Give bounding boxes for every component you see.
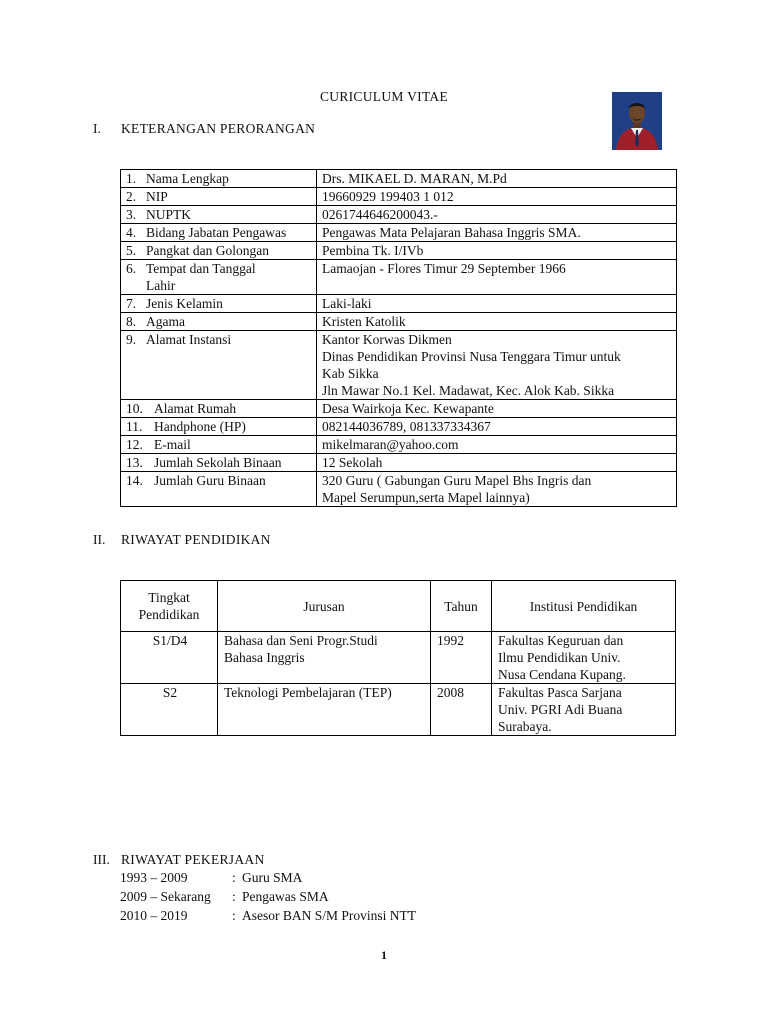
- row-label: [126, 454, 312, 471]
- row-value: Kantor Korwas Dikmen: [322, 332, 452, 347]
- cell-tingkat: S1/D4: [121, 632, 218, 684]
- row-value: 12 Sekolah: [322, 455, 383, 470]
- table-row: [121, 400, 677, 418]
- table-row: [121, 188, 677, 206]
- row-value: Mapel Serumpun,serta Mapel lainnya): [322, 490, 530, 505]
- cell-institusi: Fakultas Keguruan dan Ilmu Pendidikan Univ. Nusa Cendana Kupang.: [492, 632, 676, 684]
- row-value: mikelmaran@yahoo.com: [322, 437, 459, 452]
- row-value: Kristen Katolik: [322, 314, 406, 329]
- row-label-continuation-text: Lahir: [146, 278, 176, 293]
- row-label: [126, 206, 312, 223]
- row-label-cell: [121, 188, 317, 206]
- table-row: [121, 224, 677, 242]
- header-tahun: Tahun: [431, 581, 492, 632]
- row-value: Lamaojan - Flores Timur 29 September 1966: [322, 261, 566, 276]
- table-row: [121, 454, 677, 472]
- row-value-cell: [317, 418, 677, 436]
- row-value: Laki-laki: [322, 296, 372, 311]
- row-value: Kab Sikka: [322, 366, 379, 381]
- row-number: 2.: [126, 189, 137, 204]
- row-value: 082144036789, 081337334367: [322, 419, 491, 434]
- row-value-cell: [317, 331, 677, 400]
- table-row: [121, 418, 677, 436]
- row-label-cell: [121, 242, 317, 260]
- document-title: CURICULUM VITAE: [319, 89, 449, 104]
- row-label-text: Jumlah Sekolah Binaan: [154, 455, 282, 470]
- row-label-cell: [121, 260, 317, 295]
- cell-jurusan: Teknologi Pembelajaran (TEP): [218, 684, 431, 736]
- table-row: [121, 472, 677, 507]
- row-label: [126, 242, 312, 259]
- row-number: 5.: [126, 243, 137, 258]
- table-header-row: [121, 581, 676, 632]
- list-item: [120, 906, 416, 925]
- cell-jurusan: Bahasa dan Seni Progr.Studi Bahasa Inggris: [218, 632, 431, 684]
- table-row: [121, 632, 676, 684]
- row-number: 11.: [126, 419, 143, 434]
- row-label-text: Pangkat dan Golongan: [146, 243, 269, 258]
- cell-institusi: Fakultas Pasca Sarjana Univ. PGRI Adi Buana Surabaya.: [492, 684, 676, 736]
- row-label-cell: [121, 206, 317, 224]
- work-role: Pengawas SMA: [242, 889, 329, 904]
- row-number: 7.: [126, 296, 137, 311]
- row-label-cell: [121, 418, 317, 436]
- row-label: [126, 436, 312, 453]
- row-label-continuation: [126, 277, 312, 294]
- table-row: [121, 295, 677, 313]
- row-label: [126, 224, 312, 241]
- section-title: RIWAYAT PENDIDIKAN: [121, 532, 271, 547]
- row-label: [126, 472, 312, 489]
- header-institusi: Institusi Pendidikan: [492, 581, 676, 632]
- row-number: 1.: [126, 171, 137, 186]
- row-value-cell: [317, 206, 677, 224]
- row-label: [126, 260, 312, 277]
- row-label-cell: [121, 313, 317, 331]
- row-value: Desa Wairkoja Kec. Kewapante: [322, 401, 494, 416]
- row-label-text: Handphone (HP): [154, 419, 246, 434]
- row-value: Pengawas Mata Pelajaran Bahasa Inggris SMA.: [322, 225, 581, 240]
- work-role: Asesor BAN S/M Provinsi NTT: [242, 908, 417, 923]
- row-number: 4.: [126, 225, 137, 240]
- row-label-cell: [121, 170, 317, 188]
- work-separator: :: [232, 889, 236, 904]
- section-number: I.: [93, 121, 101, 136]
- section-title: RIWAYAT PEKERJAAN: [121, 852, 265, 867]
- section-number: III.: [93, 852, 110, 867]
- row-label: [126, 313, 312, 330]
- row-value: 19660929 199403 1 012: [322, 189, 454, 204]
- table-row: [121, 206, 677, 224]
- row-value: Pembina Tk. I/IVb: [322, 243, 424, 258]
- row-value-cell: [317, 454, 677, 472]
- header-tingkat: Tingkat Pendidikan: [121, 581, 218, 632]
- row-label-text: NIP: [146, 189, 168, 204]
- work-separator: :: [232, 908, 236, 923]
- personal-info-table: [120, 169, 677, 507]
- row-label-text: Alamat Rumah: [154, 401, 237, 416]
- section-title: KETERANGAN PERORANGAN: [121, 121, 316, 136]
- row-number: 6.: [126, 261, 137, 276]
- row-number: 10.: [126, 401, 143, 416]
- cell-tahun: 2008: [431, 684, 492, 736]
- row-label-text: Jenis Kelamin: [146, 296, 223, 311]
- row-value: 320 Guru ( Gabungan Guru Mapel Bhs Ingris dan: [322, 473, 592, 488]
- portrait-photo-icon: [612, 92, 662, 150]
- row-number: 3.: [126, 207, 137, 222]
- page-number: 1: [381, 948, 387, 962]
- row-label-cell: [121, 331, 317, 400]
- section-number: II.: [93, 532, 106, 547]
- row-value-cell: [317, 242, 677, 260]
- row-value-cell: [317, 472, 677, 507]
- row-value-cell: [317, 313, 677, 331]
- row-value-cell: [317, 295, 677, 313]
- row-label-cell: [121, 400, 317, 418]
- table-row: [121, 684, 676, 736]
- row-label-cell: [121, 224, 317, 242]
- row-label-text: E-mail: [154, 437, 191, 452]
- table-row: [121, 436, 677, 454]
- row-number: 8.: [126, 314, 137, 329]
- work-role: Guru SMA: [242, 870, 303, 885]
- work-period: 2010 – 2019: [120, 908, 188, 923]
- table-row: [121, 331, 677, 400]
- row-label: [126, 331, 312, 348]
- row-value: Drs. MIKAEL D. MARAN, M.Pd: [322, 171, 507, 186]
- row-value: 0261744646200043.-: [322, 207, 438, 222]
- row-label-cell: [121, 436, 317, 454]
- table-row: [121, 170, 677, 188]
- row-number: 12.: [126, 437, 143, 452]
- row-value: Dinas Pendidikan Provinsi Nusa Tenggara Timur untuk: [322, 349, 621, 364]
- row-value-cell: [317, 260, 677, 295]
- table-row: [121, 242, 677, 260]
- row-value: Jln Mawar No.1 Kel. Madawat, Kec. Alok Kab. Sikka: [322, 383, 615, 398]
- row-label: [126, 295, 312, 312]
- row-label: [126, 170, 312, 187]
- list-item: [120, 887, 416, 906]
- row-label-text: Tempat dan Tanggal: [146, 261, 256, 276]
- row-value-cell: [317, 170, 677, 188]
- row-number: 13.: [126, 455, 143, 470]
- row-label-text: Bidang Jabatan Pengawas: [146, 225, 287, 240]
- row-value-cell: [317, 188, 677, 206]
- cell-tingkat: S2: [121, 684, 218, 736]
- row-value-cell: [317, 224, 677, 242]
- row-label-text: NUPTK: [146, 207, 192, 222]
- portrait-photo: [612, 92, 662, 150]
- work-period: 2009 – Sekarang: [120, 889, 211, 904]
- row-label-cell: [121, 472, 317, 507]
- row-label-text: Nama Lengkap: [146, 171, 229, 186]
- education-table: [120, 580, 676, 736]
- row-number: 9.: [126, 332, 137, 347]
- header-jurusan: Jurusan: [218, 581, 431, 632]
- row-label-text: Jumlah Guru Binaan: [154, 473, 266, 488]
- row-value-cell: [317, 436, 677, 454]
- work-separator: :: [232, 870, 236, 885]
- row-label-cell: [121, 295, 317, 313]
- row-label-text: Alamat Instansi: [146, 332, 232, 347]
- row-label: [126, 188, 312, 205]
- row-label-cell: [121, 454, 317, 472]
- list-item: [120, 868, 416, 887]
- cell-tahun: 1992: [431, 632, 492, 684]
- row-label: [126, 400, 312, 417]
- work-history-list: [120, 868, 416, 925]
- table-row: [121, 313, 677, 331]
- table-row: [121, 260, 677, 295]
- row-label: [126, 418, 312, 435]
- row-value-cell: [317, 400, 677, 418]
- row-number: 14.: [126, 473, 143, 488]
- row-label-text: Agama: [146, 314, 185, 329]
- work-period: 1993 – 2009: [120, 870, 188, 885]
